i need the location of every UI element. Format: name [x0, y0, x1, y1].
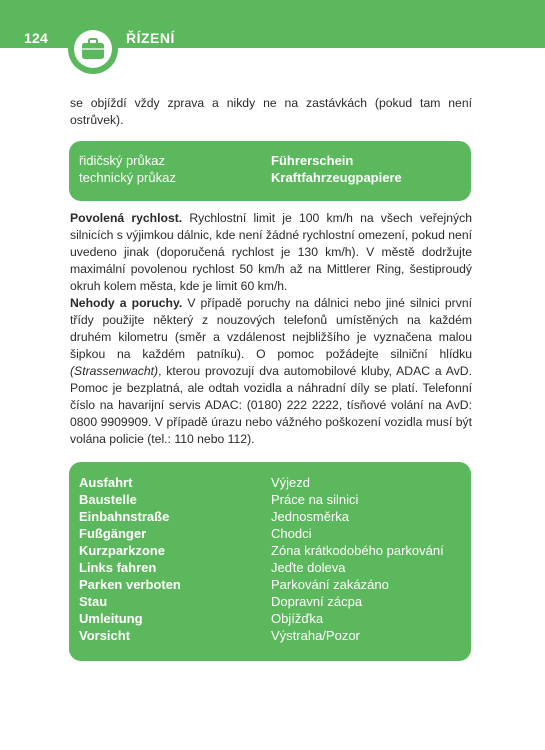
suitcase-icon: [81, 38, 105, 60]
document-term-de: Führerschein: [271, 153, 354, 168]
breakdown-text-continued: , kterou provozují dva automobilové kluby, ADAC a AvD. Pomoc je bezplatná, ale odtah vozidla a náhradní díly se platí. Telefonní číslo na havarijní servis ADAC: (0180) 222 2222, tísňové volání na AvD: 0800 9909909. V případě úrazu nebo vážného poškození vozidla musí být volána policie (tel.: 110 nebo 112).: [70, 364, 472, 446]
vocab-term-cz: Práce na silnici: [271, 492, 359, 507]
documents-box: [69, 141, 471, 201]
vocab-term-cz: Jednosměrka: [271, 509, 350, 524]
vocab-row: [79, 475, 461, 492]
vocab-term-cz: Parkování zakázáno: [271, 577, 389, 592]
vocabulary-box: [69, 462, 471, 661]
vocab-term-de: Fußgänger: [79, 526, 147, 541]
document-term-cz: technický průkaz: [79, 170, 176, 185]
vocab-row: [79, 611, 461, 628]
vocab-term-de: Parken verboten: [79, 577, 181, 592]
document-term-de: Kraftfahrzeugpapiere: [271, 170, 402, 185]
intro-paragraph: se objíždí vždy zprava a nikdy ne na zastávkách (pokud tam není ostrůvek).: [70, 96, 472, 127]
speed-heading: Povolená rychlost.: [70, 211, 183, 225]
page-number: 124: [24, 30, 48, 46]
breakdown-heading: Nehody a poruchy.: [70, 296, 183, 310]
documents-row: [79, 153, 461, 170]
vocab-term-cz: Objížďka: [271, 611, 324, 626]
section-title: ŘÍZENÍ: [126, 30, 175, 46]
vocab-term-de: Stau: [79, 594, 108, 609]
vocab-row: [79, 526, 461, 543]
vocab-row: [79, 492, 461, 509]
vocab-term-cz: Dopravní zácpa: [271, 594, 363, 609]
document-term-cz: řidičský průkaz: [79, 153, 165, 168]
vocab-term-de: Einbahnstraße: [79, 509, 170, 524]
breakdown-paragraph: [70, 295, 472, 448]
vocab-term-cz: Výstraha/Pozor: [271, 628, 360, 643]
vocab-term-de: Baustelle: [79, 492, 137, 507]
vocab-term-de: Umleitung: [79, 611, 143, 626]
vocab-term-cz: Zóna krátkodobého parkování: [271, 543, 444, 558]
vocab-term-cz: Chodci: [271, 526, 312, 541]
speed-paragraph: [70, 210, 472, 295]
vocab-term-de: Vorsicht: [79, 628, 131, 643]
vocab-row: [79, 577, 461, 594]
breakdown-text: V případě poruchy na dálnici nebo jiné silnici první třídy použijte některý z nouzových telefonů umístěných na každém druhém kilometru (směr a vzdálenost nejbližšího je vyznačena malou šipkou na každém patníku). O pomoc požádejte silniční hlídku: [70, 296, 472, 361]
vocab-term-de: Ausfahrt: [79, 475, 133, 490]
badge-inner: [74, 30, 112, 68]
vocab-row: [79, 594, 461, 611]
vocab-row: [79, 560, 461, 577]
vocab-term-de: Kurzparkzone: [79, 543, 165, 558]
vocab-row: [79, 628, 461, 645]
vocab-row: [79, 509, 461, 526]
vocab-row: [79, 543, 461, 560]
breakdown-italic: (Strassenwacht): [70, 364, 159, 378]
vocab-term-de: Links fahren: [79, 560, 157, 575]
vocab-term-cz: Výjezd: [271, 475, 311, 490]
main-text: [70, 210, 472, 448]
section-badge: [68, 24, 118, 74]
vocab-term-cz: Jeďte doleva: [271, 560, 346, 575]
speed-text: Rychlostní limit je 100 km/h na všech veřejných silnicích s výjimkou dálnic, kde není žádné rychlostní omezení, pokud není uvedeno jinak (doporučená rychlost je 130 km/h). V městě dodržujte maximální povolenou rychlost 50 km/h až na Mittlerer Ring, šestiproudý okruh kolem města, kde je limit 60 km/h.: [70, 211, 472, 293]
documents-row: [79, 170, 461, 187]
